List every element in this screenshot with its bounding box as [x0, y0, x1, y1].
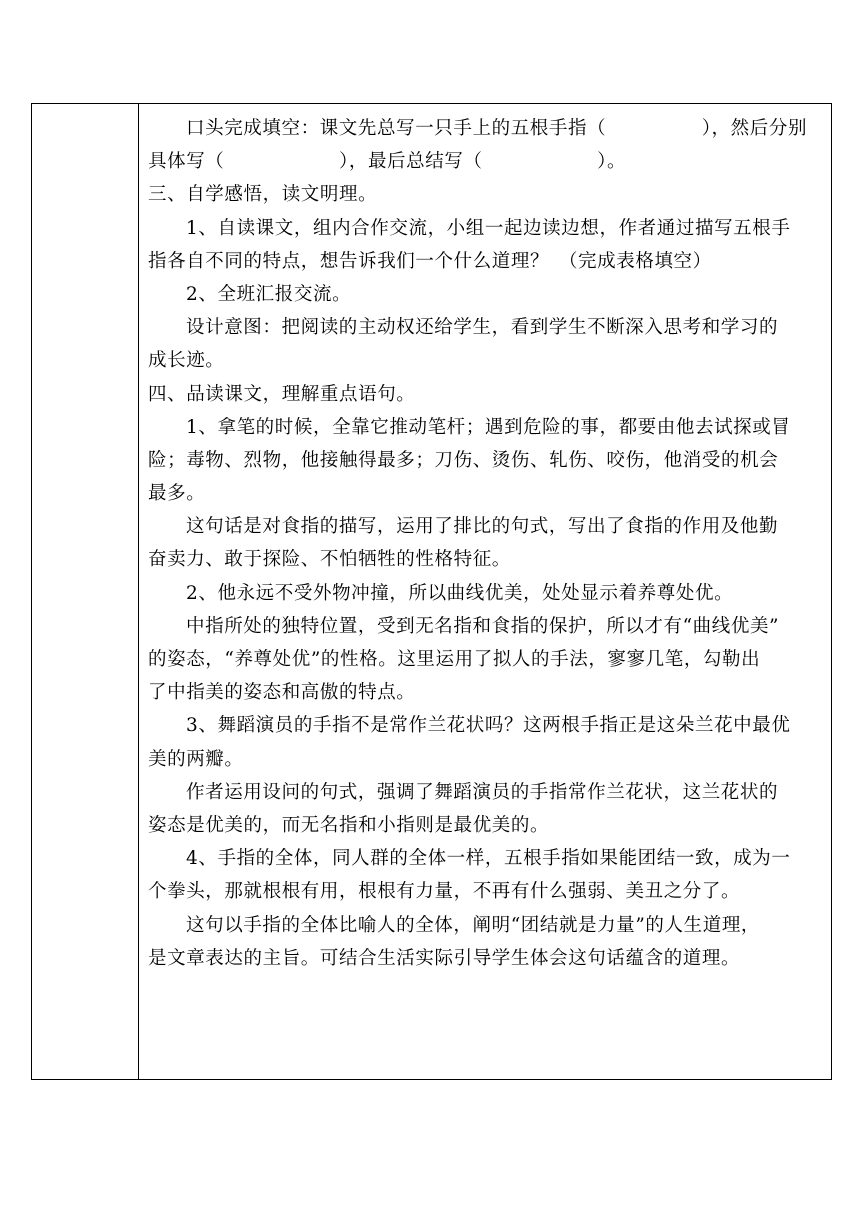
text-line: 美的两瓣。: [148, 748, 244, 770]
text-line: 最多。: [148, 483, 206, 505]
text-line: 三、自学感悟，读文明理。: [148, 184, 378, 206]
text-line: 2、全班汇报交流。: [186, 283, 352, 305]
text-line: 4、手指的全体，同人群的全体一样，五根手指如果能团结一致，成为一: [186, 848, 791, 870]
text-line: 1、拿笔的时候，全靠它推动笔杆；遇到危险的事，都要由他去试探或冒: [186, 416, 791, 438]
text-line: 这句以手指的全体比喻人的全体，阐明“团结就是力量”的人生道理，: [186, 914, 761, 936]
text-line: 四、品读课文，理解重点语句。: [148, 383, 416, 405]
text-line: 奋卖力、敢于探险、不怕牺牲的性格特征。: [148, 549, 511, 571]
text-line: 这句话是对食指的描写，运用了排比的句式，写出了食指的作用及他勤: [186, 516, 779, 538]
text-line: 了中指美的姿态和高傲的特点。: [148, 682, 416, 704]
text-line: 口头完成填空：课文先总写一只手上的五根手指（ ），然后分别: [186, 118, 808, 139]
text-line: 指各自不同的特点，想告诉我们一个什么道理？ （完成表格填空）: [148, 250, 712, 272]
table-left-column: [32, 104, 139, 1079]
text-line: 3、舞蹈演员的手指不是常作兰花状吗？这两根手指正是这朵兰花中最优: [186, 715, 791, 737]
text-line: 成长迹。: [148, 350, 225, 372]
text-line: 的姿态，“养尊处优”的性格。这里运用了拟人的手法，寥寥几笔，勾勒出: [148, 649, 761, 670]
text-line: 中指所处的独特位置，受到无名指和食指的保护，所以才有“曲线优美”: [186, 615, 780, 637]
text-line: 姿态是优美的，而无名指和小指则是最优美的。: [148, 814, 550, 836]
text-line: 具体写（ ），最后总结写（ ）。: [148, 151, 627, 173]
text-line: 险；毒物、烈物，他接触得最多；刀伤、烫伤、轧伤、咬伤，他消受的机会: [148, 449, 779, 471]
lesson-plan-table: [31, 103, 832, 1080]
text-line: 作者运用设问的句式，强调了舞蹈演员的手指常作兰花状，这兰花状的: [186, 781, 779, 803]
text-line: 1、自读课文，组内合作交流，小组一起边读边想，作者通过描写五根手: [186, 217, 791, 239]
text-line: 是文章表达的主旨。可结合生活实际引导学生体会这句话蕴含的道理。: [148, 947, 741, 969]
text-line: 2、他永远不受外物冲撞，所以曲线优美，处处显示着养尊处优。: [186, 582, 734, 604]
table-content-cell: [148, 112, 828, 975]
text-line: 设计意图：把阅读的主动权还给学生，看到学生不断深入思考和学习的: [186, 317, 779, 339]
text-line: 个拳头，那就根根有用，根根有力量，不再有什么强弱、美丑之分了。: [148, 881, 741, 903]
